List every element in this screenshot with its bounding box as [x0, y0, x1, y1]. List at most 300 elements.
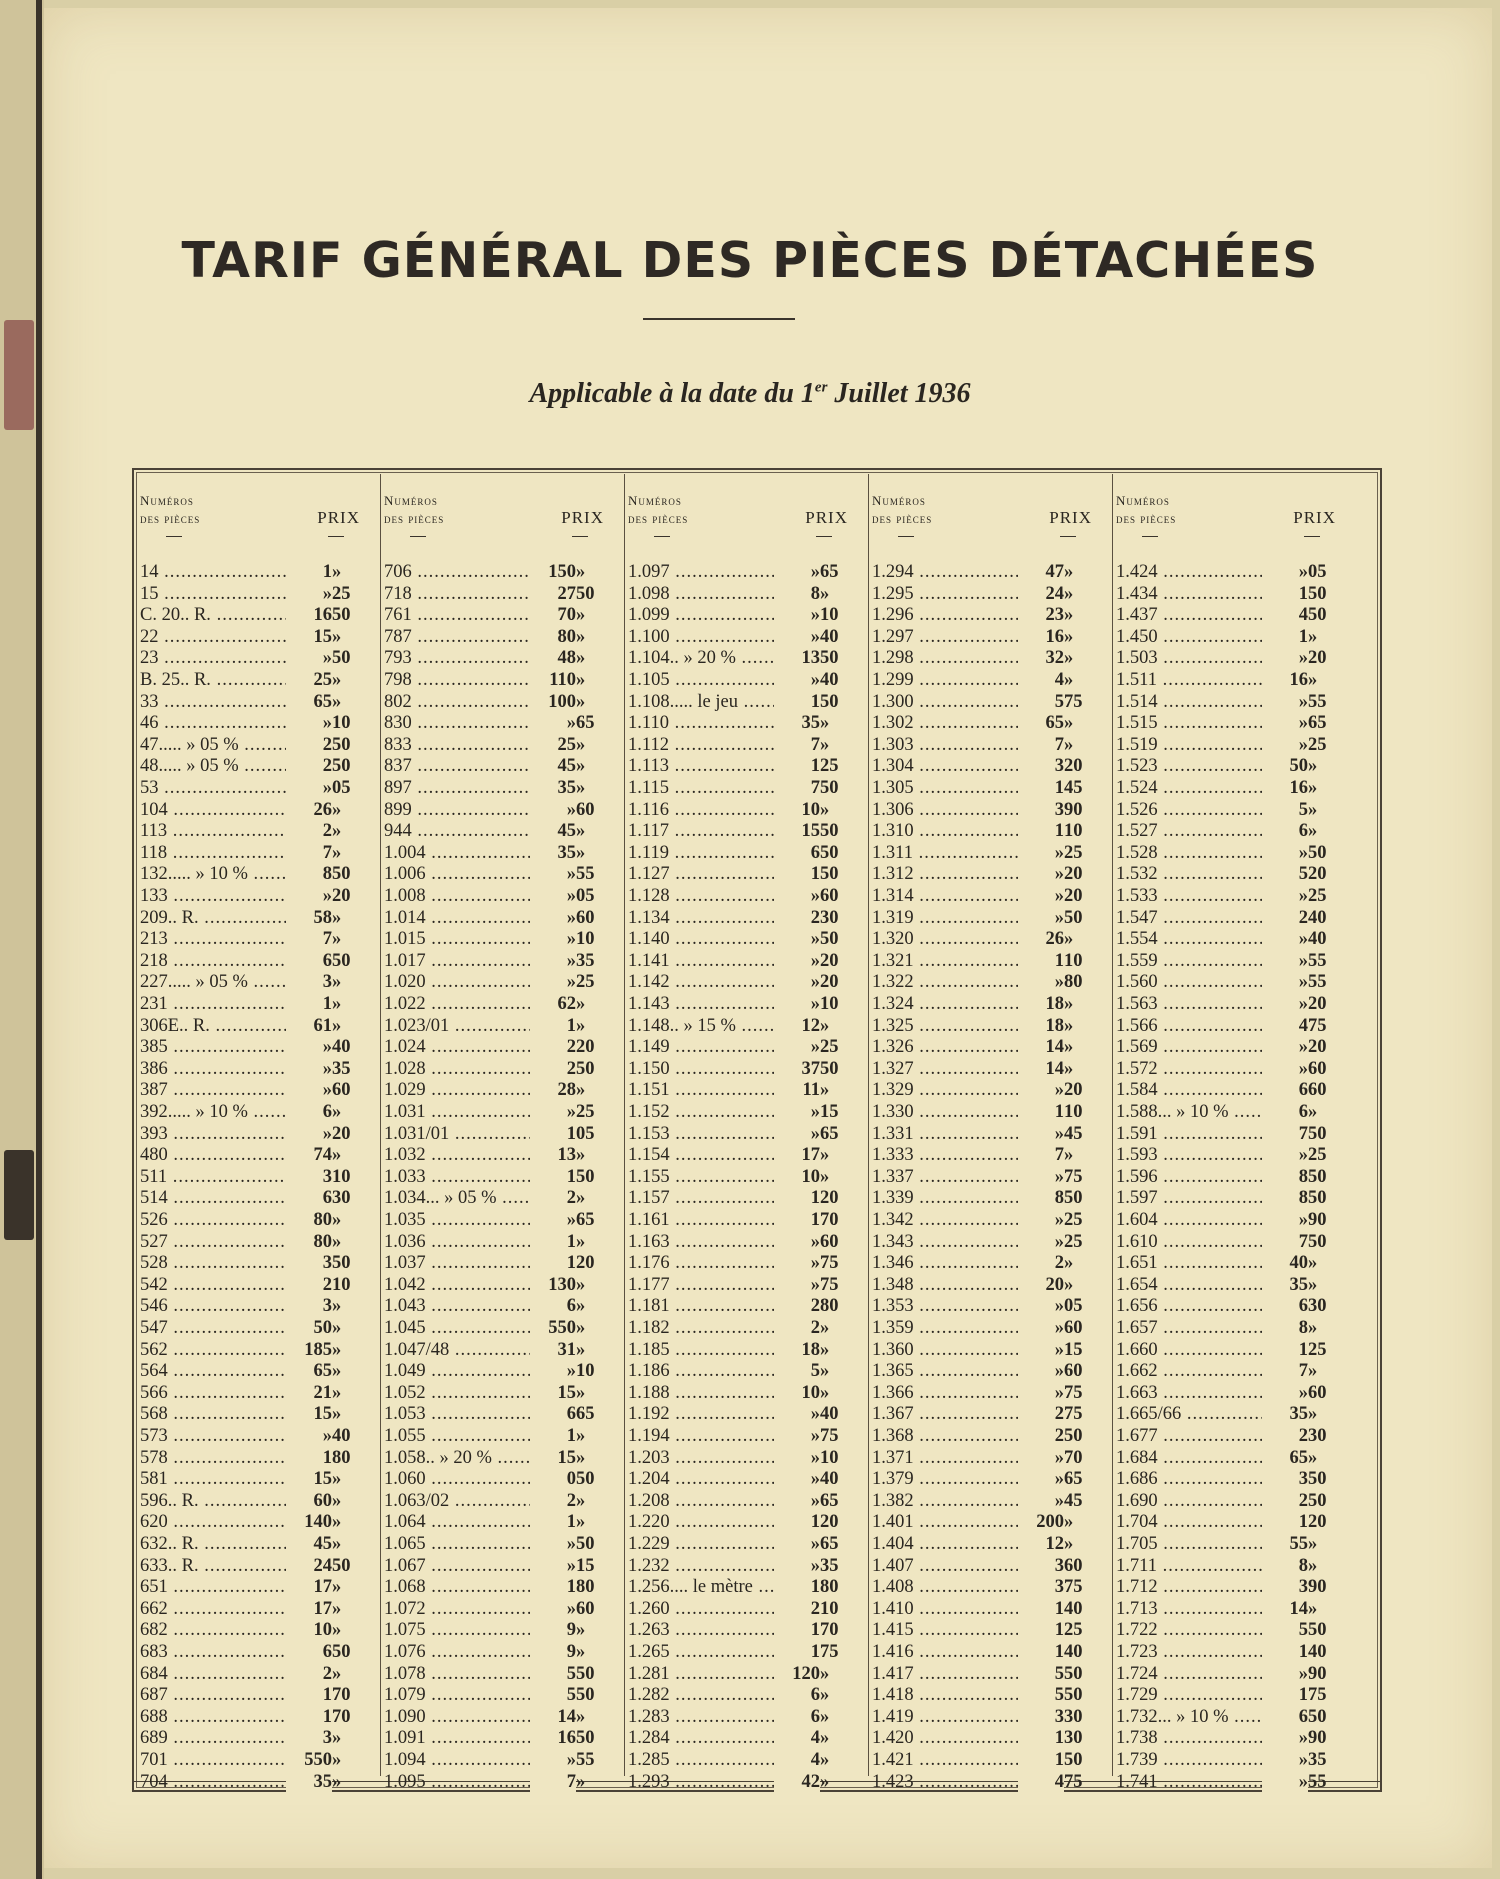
part-number: 1.104.. » 20 % ..... [628, 648, 796, 669]
price-francs: » [530, 951, 576, 972]
price-francs: 40 [1262, 1253, 1308, 1274]
table-row [624, 1620, 864, 1641]
price-francs: 3 [1018, 756, 1064, 777]
price-centimes: » [576, 605, 586, 626]
price-francs: 42 [774, 1772, 820, 1793]
part-number: 1.415 ..... [872, 1620, 1040, 1641]
price-centimes: 50 [332, 756, 351, 777]
table-row [1112, 1275, 1352, 1296]
price-centimes: 75 [820, 1253, 839, 1274]
table-row [1112, 670, 1352, 691]
price-centimes: 35 [1308, 1750, 1327, 1770]
part-number: 1.322 ..... [872, 972, 1040, 993]
price-centimes: » [332, 1577, 342, 1598]
price-francs: » [1018, 1167, 1064, 1188]
price-centimes: » [332, 1318, 342, 1338]
binding-tab [4, 1150, 34, 1240]
price-centimes: 60 [820, 886, 839, 906]
price-francs: 1 [286, 994, 332, 1015]
price-francs: 3 [1018, 1577, 1064, 1598]
price-centimes: 60 [820, 1231, 839, 1252]
table-row [380, 1275, 620, 1296]
page-title: TARIF GÉNÉRAL DES PIÈCES DÉTACHÉES [181, 232, 1319, 289]
table-row [136, 864, 376, 885]
price-centimes: » [576, 691, 586, 712]
price-centimes: 50 [576, 1166, 595, 1187]
price-centimes: » [1064, 1274, 1074, 1295]
price-centimes: 10 [332, 1166, 351, 1187]
price-francs: 5 [1018, 1664, 1064, 1685]
price-centimes: 90 [1308, 1210, 1327, 1230]
price-centimes: 50 [1308, 1490, 1327, 1511]
table-row [1112, 864, 1352, 885]
part-number: 1.401 ..... [872, 1512, 1040, 1533]
price-centimes: 20 [1064, 1080, 1083, 1101]
table-row [624, 800, 864, 821]
table-row [624, 692, 864, 713]
part-number: 385 ..... [140, 1037, 308, 1058]
part-number: 1.423 ..... [872, 1772, 1040, 1793]
part-number: 393 ..... [140, 1124, 308, 1145]
price-francs: 7 [1262, 1232, 1308, 1253]
table-row [136, 994, 376, 1015]
table-row [136, 972, 376, 993]
table-row [1112, 1750, 1352, 1771]
price-francs: 2 [286, 1275, 332, 1296]
price-francs: 3 [1018, 1707, 1064, 1728]
price-francs: » [774, 1469, 820, 1490]
price-centimes: » [576, 1642, 586, 1662]
table-row [1112, 972, 1352, 993]
table-row [1112, 1577, 1352, 1598]
part-number: 1.723 ..... [1116, 1642, 1284, 1663]
part-number: 1.058.. » 20 % ..... [384, 1448, 552, 1469]
price-centimes: 20 [1308, 648, 1327, 669]
part-number: 1.004 ..... [384, 843, 552, 864]
page-subtitle [0, 378, 1500, 410]
table-row [136, 1361, 376, 1382]
part-number: 1.554 ..... [1116, 929, 1284, 950]
table-row [1112, 1469, 1352, 1490]
table-row [136, 929, 376, 950]
table-row [624, 1232, 864, 1253]
part-number: 1.527 ..... [1116, 821, 1284, 842]
price-francs: 13 [530, 1145, 576, 1166]
part-number: 1.295 ..... [872, 584, 1040, 605]
price-francs: 14 [1018, 1037, 1064, 1058]
price-centimes: 20 [1308, 1512, 1327, 1533]
table-row [624, 1685, 864, 1706]
table-row [380, 1296, 620, 1317]
price-centimes: » [1064, 562, 1074, 582]
price-francs: 2 [774, 1296, 820, 1317]
price-francs: 1 [286, 1707, 332, 1728]
table-row [868, 1340, 1108, 1361]
price-centimes: 55 [1308, 950, 1327, 971]
part-number: 1.204 ..... [628, 1469, 796, 1490]
price-centimes: » [332, 1771, 342, 1792]
price-centimes: » [820, 1771, 830, 1792]
part-number: 1.310 ..... [872, 821, 1040, 842]
price-centimes: » [576, 1296, 586, 1317]
part-number: 1.185 ..... [628, 1340, 796, 1361]
price-francs: 1 [1018, 1642, 1064, 1663]
price-francs: 3 [286, 1296, 332, 1317]
price-centimes: 60 [576, 1598, 595, 1619]
price-centimes: 55 [576, 864, 595, 885]
price-francs: 1 [530, 1016, 576, 1037]
price-centimes: » [1064, 994, 1074, 1014]
price-francs: 7 [1018, 735, 1064, 756]
table-row [136, 1599, 376, 1620]
table-row [1112, 908, 1352, 929]
table-row [380, 1750, 620, 1771]
part-number: 14 ..... [140, 562, 308, 583]
table-row [136, 1145, 376, 1166]
table-row [380, 1620, 620, 1641]
part-number: 793 ..... [384, 648, 552, 669]
table-row [1112, 1145, 1352, 1166]
table-row [624, 1275, 864, 1296]
price-francs: 45 [530, 821, 576, 842]
header-prix: PRIX [317, 508, 360, 527]
price-francs: 6 [774, 843, 820, 864]
table-row [136, 1059, 376, 1080]
price-francs: 15 [286, 627, 332, 648]
table-row [136, 1426, 376, 1447]
table-row [868, 1145, 1108, 1166]
table-row [136, 1620, 376, 1641]
part-number: 1.052 ..... [384, 1383, 552, 1404]
table-row [380, 1361, 620, 1382]
part-number: 682 ..... [140, 1620, 308, 1641]
price-centimes: 50 [576, 1058, 595, 1079]
table-row [868, 778, 1108, 799]
part-number: 1.177 ..... [628, 1275, 796, 1296]
price-francs: 9 [530, 1620, 576, 1641]
column-separator [868, 474, 869, 1776]
part-number: 830 ..... [384, 713, 552, 734]
part-number: 1.035 ..... [384, 1210, 552, 1231]
price-centimes: 50 [576, 1728, 595, 1749]
price-centimes: » [1064, 1145, 1074, 1166]
price-francs: 2 [1018, 1253, 1064, 1274]
part-number: 1.353 ..... [872, 1296, 1040, 1317]
price-centimes: 50 [820, 691, 839, 712]
price-centimes: 65 [576, 1404, 595, 1425]
price-francs: 7 [1262, 1124, 1308, 1145]
table-row [868, 951, 1108, 972]
price-francs: 4 [1262, 1016, 1308, 1037]
price-francs: 0 [530, 1469, 576, 1490]
price-centimes: » [576, 670, 586, 690]
price-francs: 1 [530, 1426, 576, 1447]
part-number: 1.186 ..... [628, 1361, 796, 1382]
part-number: 1.049 ..... [384, 1361, 552, 1382]
price-francs: 7 [774, 778, 820, 799]
part-number: 1.116 ..... [628, 800, 796, 821]
price-francs: 1 [530, 1577, 576, 1598]
price-centimes: » [1064, 605, 1074, 626]
price-francs: » [530, 886, 576, 907]
price-centimes: » [332, 1145, 342, 1166]
header-dash [654, 536, 670, 537]
price-francs: 48 [530, 648, 576, 669]
price-centimes: 40 [332, 1037, 351, 1058]
price-centimes: » [332, 994, 342, 1014]
table-row [624, 1448, 864, 1469]
part-number: 104 ..... [140, 800, 308, 821]
table-row [136, 800, 376, 821]
part-number: 581 ..... [140, 1469, 308, 1490]
price-centimes: 90 [1308, 1728, 1327, 1749]
table-row [868, 692, 1108, 713]
table-row [868, 1642, 1108, 1663]
price-centimes: 50 [820, 842, 839, 863]
price-francs: 26 [1018, 929, 1064, 950]
part-number: 718 ..... [384, 584, 552, 605]
price-centimes: 70 [820, 1620, 839, 1641]
price-centimes: 05 [1308, 562, 1327, 582]
price-centimes: » [576, 1771, 586, 1792]
price-centimes: 10 [820, 605, 839, 626]
part-number: 1.665/66 ..... [1116, 1404, 1284, 1425]
table-row [1112, 605, 1352, 626]
price-francs: 18 [1018, 1016, 1064, 1037]
price-francs: » [1262, 843, 1308, 864]
table-row [1112, 1512, 1352, 1533]
price-francs: » [530, 1750, 576, 1771]
price-francs: 16 [530, 1728, 576, 1749]
part-number: 1.194 ..... [628, 1426, 796, 1447]
price-centimes: » [576, 778, 586, 798]
part-number: 897 ..... [384, 778, 552, 799]
table-row [136, 843, 376, 864]
table-row [136, 735, 376, 756]
price-centimes: 70 [332, 1706, 351, 1727]
table-row [868, 1275, 1108, 1296]
table-row [380, 1124, 620, 1145]
part-number: 1.256.... le mètre ..... [628, 1577, 796, 1598]
header-numeros-line2: des pièces [1116, 511, 1177, 526]
price-centimes: 65 [820, 1534, 839, 1554]
price-centimes: » [576, 1080, 586, 1101]
price-centimes: 10 [820, 994, 839, 1014]
price-centimes: » [1064, 670, 1074, 690]
table-row [624, 1210, 864, 1231]
part-number: 1.330 ..... [872, 1102, 1040, 1123]
price-francs: » [1262, 1728, 1308, 1749]
table-row [868, 843, 1108, 864]
price-francs: 35 [1262, 1275, 1308, 1296]
table-row [868, 756, 1108, 777]
part-number: 1.326 ..... [872, 1037, 1040, 1058]
price-francs: » [1018, 1448, 1064, 1469]
price-centimes: 65 [820, 1490, 839, 1511]
price-centimes: » [332, 799, 342, 820]
part-number: 761 ..... [384, 605, 552, 626]
part-number: 1.660 ..... [1116, 1340, 1284, 1361]
price-centimes: » [576, 1447, 586, 1468]
price-centimes: 35 [332, 1058, 351, 1079]
price-francs: 10 [774, 1167, 820, 1188]
price-francs: 50 [286, 1318, 332, 1339]
part-number: 1.099 ..... [628, 605, 796, 626]
price-francs: » [530, 1361, 576, 1382]
price-francs: 550 [286, 1750, 332, 1771]
price-centimes: » [1064, 1253, 1074, 1274]
header-numeros-line1: Numéros [384, 493, 438, 508]
table-row [136, 1685, 376, 1706]
price-centimes: 05 [576, 886, 595, 906]
part-number: 1.704 ..... [1116, 1512, 1284, 1533]
part-number: 1.319 ..... [872, 908, 1040, 929]
part-number: 1.024 ..... [384, 1037, 552, 1058]
table-row [624, 1016, 864, 1037]
part-number: 1.108..... le jeu ..... [628, 692, 796, 713]
part-number: 1.360 ..... [872, 1340, 1040, 1361]
price-francs: 15 [530, 1448, 576, 1469]
price-centimes: 40 [820, 1469, 839, 1490]
price-centimes: » [1308, 1274, 1318, 1295]
table-row [380, 735, 620, 756]
price-francs: » [1018, 1491, 1064, 1512]
table-row [624, 1728, 864, 1749]
price-francs: 7 [286, 843, 332, 864]
part-number: 1.651 ..... [1116, 1253, 1284, 1274]
price-francs: 2 [1262, 1491, 1308, 1512]
part-number: 1.417 ..... [872, 1664, 1040, 1685]
table-row [624, 735, 864, 756]
table-row [624, 756, 864, 777]
price-francs: 1 [1018, 778, 1064, 799]
header-dash [166, 536, 182, 537]
price-centimes: » [1064, 1512, 1074, 1533]
table-row [868, 972, 1108, 993]
part-number: 1.043 ..... [384, 1296, 552, 1317]
table-row [380, 800, 620, 821]
part-number: 1.075 ..... [384, 1620, 552, 1641]
price-francs: » [1262, 692, 1308, 713]
part-number: 1.519 ..... [1116, 735, 1284, 756]
table-row [380, 951, 620, 972]
price-centimes: » [332, 1015, 342, 1036]
part-number: 1.677 ..... [1116, 1426, 1284, 1447]
table-row [868, 1404, 1108, 1425]
part-number: 1.560 ..... [1116, 972, 1284, 993]
part-number: 1.333 ..... [872, 1145, 1040, 1166]
price-francs: » [1018, 1340, 1064, 1361]
part-number: 1.060 ..... [384, 1469, 552, 1490]
part-number: 1.421 ..... [872, 1750, 1040, 1771]
part-number: 1.379 ..... [872, 1469, 1040, 1490]
price-centimes: » [820, 1750, 830, 1770]
part-number: 1.366 ..... [872, 1383, 1040, 1404]
price-centimes: » [332, 691, 342, 712]
price-centimes: 20 [1308, 864, 1327, 885]
price-centimes: » [332, 842, 342, 863]
part-number: 1.140 ..... [628, 929, 796, 950]
price-centimes: 50 [1308, 1166, 1327, 1187]
part-number: 1.657 ..... [1116, 1318, 1284, 1339]
table-row [868, 1512, 1108, 1533]
table-row [868, 1232, 1108, 1253]
price-centimes: 50 [1308, 583, 1327, 604]
table-row [868, 886, 1108, 907]
table-row [136, 1016, 376, 1037]
part-number: 218 ..... [140, 951, 308, 972]
price-francs: 35 [530, 843, 576, 864]
table-row [624, 1599, 864, 1620]
part-number: 528 ..... [140, 1253, 308, 1274]
part-number: 1.300 ..... [872, 692, 1040, 713]
price-francs: » [774, 605, 820, 626]
part-number: 1.128 ..... [628, 886, 796, 907]
table-row [380, 1016, 620, 1037]
table-row [624, 1059, 864, 1080]
price-centimes: » [820, 799, 830, 820]
table-row [624, 627, 864, 648]
table-row [380, 584, 620, 605]
part-number: 1.220 ..... [628, 1512, 796, 1533]
part-number: 564 ..... [140, 1361, 308, 1382]
price-centimes: 40 [332, 1426, 351, 1446]
price-francs: 3 [286, 1728, 332, 1749]
part-number: 1.091 ..... [384, 1728, 552, 1749]
price-centimes: 50 [1064, 907, 1083, 928]
price-centimes: 80 [576, 1577, 595, 1598]
price-francs: 130 [530, 1275, 576, 1296]
part-number: 1.161 ..... [628, 1210, 796, 1231]
table-row [624, 1642, 864, 1663]
table-row [1112, 1491, 1352, 1512]
price-centimes: » [576, 1318, 586, 1338]
price-francs: » [774, 1037, 820, 1058]
price-francs: 65 [286, 692, 332, 713]
table-row [136, 1188, 376, 1209]
part-number: 1.321 ..... [872, 951, 1040, 972]
table-row [624, 1145, 864, 1166]
table-row [380, 692, 620, 713]
part-number: 1.208 ..... [628, 1491, 796, 1512]
part-number: 1.610 ..... [1116, 1232, 1284, 1253]
price-centimes: 30 [1064, 1728, 1083, 1749]
price-francs: » [1018, 1210, 1064, 1231]
price-centimes: » [820, 583, 830, 604]
table-row [380, 1599, 620, 1620]
part-number: 23 ..... [140, 648, 308, 669]
price-centimes: » [1064, 648, 1074, 669]
table-row [624, 1188, 864, 1209]
price-centimes: » [820, 1145, 830, 1166]
header-prix: PRIX [1049, 508, 1092, 527]
table-row [1112, 951, 1352, 972]
part-number: 1.100 ..... [628, 627, 796, 648]
part-number: 22 ..... [140, 627, 308, 648]
price-francs: 12 [1018, 1534, 1064, 1555]
part-number: 1.023/01 ..... [384, 1016, 552, 1037]
part-number: 1.063/02 ..... [384, 1491, 552, 1512]
part-number: 113 ..... [140, 821, 308, 842]
price-francs: 80 [286, 1232, 332, 1253]
price-francs: 1 [1018, 951, 1064, 972]
part-number: 1.015 ..... [384, 929, 552, 950]
part-number: 833 ..... [384, 735, 552, 756]
price-centimes: » [1308, 626, 1318, 647]
price-francs: 24 [1018, 584, 1064, 605]
price-francs: » [774, 1534, 820, 1555]
part-number: 1.037 ..... [384, 1253, 552, 1274]
